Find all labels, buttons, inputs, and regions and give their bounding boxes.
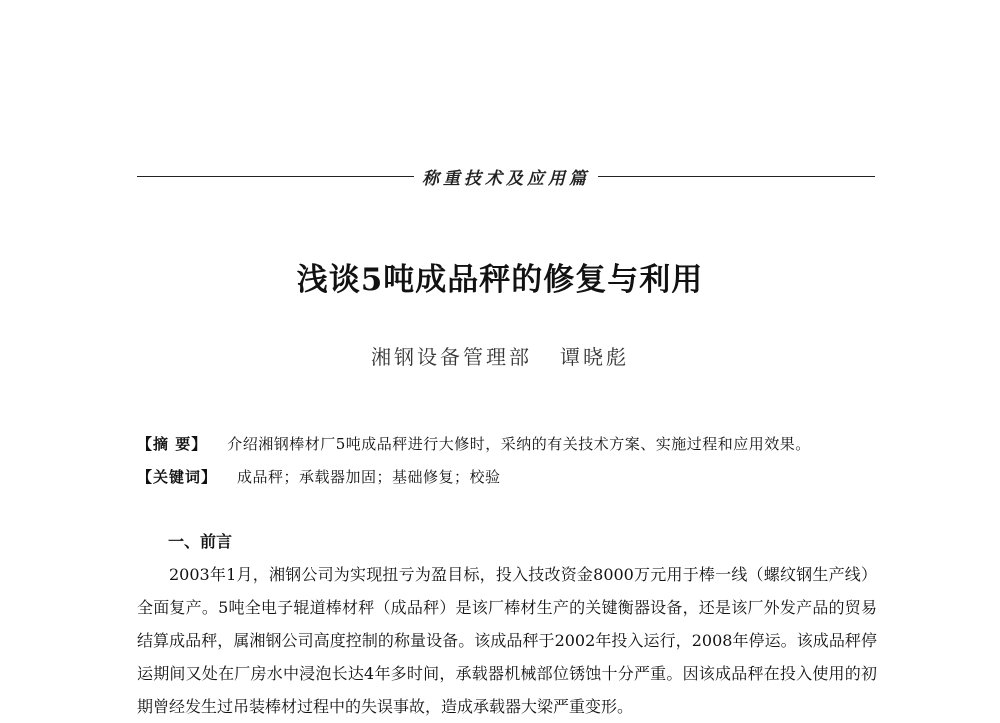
author-name: 谭晓彪	[560, 345, 629, 369]
abstract-label: 【摘 要】	[137, 435, 208, 453]
abstract-text: 介绍湘钢棒材厂5吨成品秤进行大修时，采纳的有关技术方案、实施过程和应用效果。	[227, 435, 811, 453]
author-line	[0, 341, 1000, 370]
keywords-label: 【关键词】	[137, 468, 218, 486]
author-organization: 湘钢设备管理部	[371, 345, 532, 369]
section-heading: 一、前言	[168, 532, 233, 551]
section-header	[137, 163, 875, 189]
article-title: 浅谈5吨成品秤的修复与利用	[296, 262, 704, 298]
header-rule-left	[137, 176, 414, 177]
header-rule-right	[598, 176, 875, 177]
keywords-text: 成品秤；承载器加固；基础修复；校验	[237, 468, 501, 486]
section-title: 称重技术及应用篇	[422, 168, 590, 189]
body-paragraph: 2003年1月，湘钢公司为实现扭亏为盈目标，投入技改资金8000万元用于棒一线（螺纹钢生产线）全面复产。5吨全电子辊道棒材秤（成品秤）是该厂棒材生产的关键衡器设备，还是该厂外发产品的贸易结算成品秤，属湘钢公司高度控制的称量设备。该成品秤于2002年投入运行，2008年停运。该成品秤停运期间又处在厂房水中浸泡长达4年多时间，承载器机械部位锈蚀十分严重。因该成品秤在投入使用的初期曾经发生过吊装棒材过程中的失误事故，造成承载器大梁严重变形。	[137, 565, 877, 716]
keywords-line	[137, 466, 501, 487]
abstract-line	[137, 433, 811, 454]
